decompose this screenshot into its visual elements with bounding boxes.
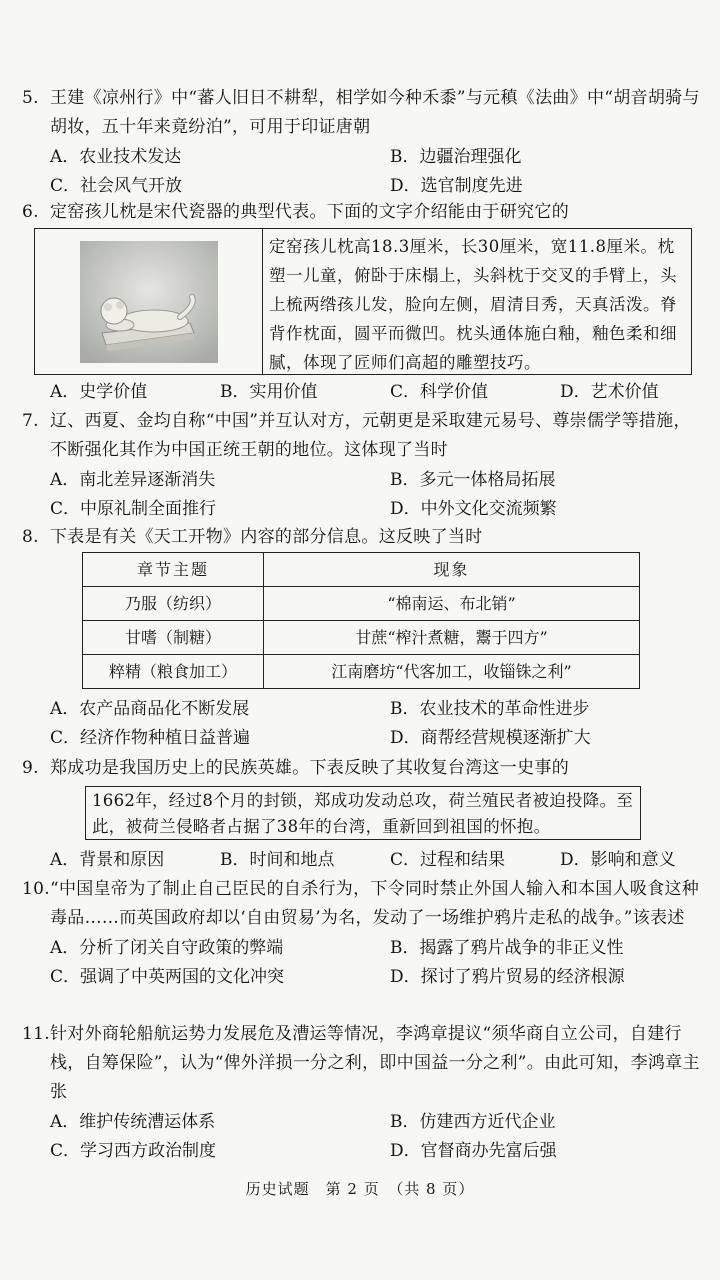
option-c[interactable]: C．强调了中英两国的文化冲突: [50, 967, 285, 987]
option-b[interactable]: B．时间和地点: [220, 850, 335, 870]
table-row: [83, 655, 640, 689]
tiangong-kaiwu-table: [82, 552, 640, 689]
question-number: 9.: [22, 758, 39, 778]
table-cell: 江南磨坊“代客加工，收锱铢之利”: [264, 655, 640, 689]
table-row: [83, 587, 640, 621]
porcelain-child-pillow-icon: [80, 241, 218, 363]
option-b[interactable]: B．实用价值: [220, 382, 318, 402]
option-d[interactable]: D．中外文化交流频繁: [390, 499, 557, 519]
option-c[interactable]: C．过程和结果: [390, 850, 506, 870]
option-b[interactable]: B．仿建西方近代企业: [390, 1112, 556, 1132]
question-10: [22, 875, 702, 992]
option-c[interactable]: C．经济作物种植日益普遍: [50, 728, 251, 748]
option-b[interactable]: B．多元一体格局拓展: [390, 470, 556, 490]
option-a[interactable]: A．农业技术发达: [50, 147, 182, 167]
option-a[interactable]: A．农产品商品化不断发展: [50, 699, 250, 719]
option-d[interactable]: D．官督商办先富后强: [390, 1141, 557, 1161]
option-d[interactable]: D．选官制度先进: [390, 176, 523, 196]
question-stem: 针对外商轮船航运势力发展危及漕运等情况，李鸿章提议“须华商自立公司，自建行栈，自筹保险”，认为“俾外洋损一分之利，即中国益一分之利”。由此可知，李鸿章主张: [50, 1024, 700, 1102]
table-header-row: [83, 553, 640, 587]
table-cell: 粹精（粮食加工）: [83, 655, 264, 689]
option-b[interactable]: B．边疆治理强化: [390, 147, 522, 167]
option-d[interactable]: D．商帮经营规模逐渐扩大: [390, 728, 591, 748]
question-8-options: [22, 695, 702, 753]
question-number: 10.: [22, 879, 50, 899]
page-footer: 历史试题 第 2 页 （共 8 页）: [245, 1180, 475, 1198]
table-header: 现象: [264, 553, 640, 587]
question-stem: 定窑孩儿枕是宋代瓷器的典型代表。下面的文字介绍能由于研究它的: [50, 202, 569, 222]
option-a[interactable]: A．维护传统漕运体系: [50, 1112, 216, 1132]
option-a[interactable]: A．背景和原因: [50, 850, 165, 870]
option-c[interactable]: C．学习西方政治制度: [50, 1141, 217, 1161]
option-d[interactable]: D．艺术价值: [560, 382, 659, 402]
option-c[interactable]: C．科学价值: [390, 382, 489, 402]
question-number: 7.: [22, 411, 39, 431]
question-number: 8.: [22, 527, 39, 547]
option-a[interactable]: A．分析了闭关自守政策的弊端: [50, 938, 284, 958]
option-d[interactable]: D．探讨了鸦片贸易的经济根源: [390, 967, 625, 987]
options: [22, 934, 702, 992]
question-stem: 下表是有关《天工开物》内容的部分信息。这反映了当时: [50, 527, 483, 547]
question-8: [22, 523, 702, 552]
question-number: 5.: [22, 88, 39, 108]
table-cell: 甘嗜（制糖）: [83, 621, 264, 655]
option-b[interactable]: B．揭露了鸦片战争的非正义性: [390, 938, 624, 958]
question-5: [22, 84, 702, 201]
question-7: [22, 407, 702, 524]
table-row: [83, 621, 640, 655]
question-6: [22, 198, 702, 227]
question-stem: 王建《凉州行》中“蕃人旧日不耕犁，相学如今种禾黍”与元稹《法曲》中“胡音胡骑与胡妆，五十年来竟纷泊”，可用于印证唐朝: [50, 88, 700, 137]
option-a[interactable]: A．南北差异逐渐消失: [50, 470, 216, 490]
question-number: 11.: [22, 1024, 50, 1044]
artifact-image-cell: [35, 229, 263, 374]
question-stem: “中国皇帝为了制止自己臣民的自杀行为，下令同时禁止外国人输入和本国人吸食这种毒品……而英国政府却以‘自由贸易’为名，发动了一场维护鸦片走私的战争。”该表述: [50, 879, 700, 928]
option-c[interactable]: C．中原礼制全面推行: [50, 499, 217, 519]
options: [22, 143, 702, 201]
option-b[interactable]: B．农业技术的革命性进步: [390, 699, 590, 719]
option-d[interactable]: D．影响和意义: [560, 850, 676, 870]
option-a[interactable]: A．史学价值: [50, 382, 148, 402]
question-number: 6.: [22, 202, 39, 222]
option-c[interactable]: C．社会风气开放: [50, 176, 183, 196]
options: [22, 1108, 702, 1166]
artifact-description: 定窑孩儿枕高18.3厘米，长30厘米，宽11.8厘米。枕塑一儿童，俯卧于床榻上，头斜枕于交叉的手臂上，头上梳两绺孩儿发，脸向左侧，眉清目秀，天真活泼。脊背作枕面，圆平而微凹。枕头通体施白釉，釉色柔和细腻，体现了匠师们高超的雕塑技巧。: [269, 237, 677, 372]
question-11: [22, 1020, 702, 1166]
table-cell: “棉南运、布北销”: [264, 587, 640, 621]
question-stem: 郑成功是我国历史上的民族英雄。下表反映了其收复台湾这一史事的: [50, 758, 569, 778]
question-9-options: [22, 846, 702, 875]
artifact-info-box: [34, 228, 692, 375]
table-header: 章节主题: [83, 553, 264, 587]
question-stem: 辽、西夏、金均自称“中国”并互认对方，元朝更是采取建元易号、尊崇儒学等措施，不断强化其作为中国正统王朝的地位。这体现了当时: [50, 411, 691, 460]
question-6-options: [22, 378, 702, 407]
table-cell: 甘蔗“榨汁煮糖，鬻于四方”: [264, 621, 640, 655]
question-9: [22, 754, 702, 783]
options: [22, 466, 702, 524]
history-event-box: 1662年，经过8个月的封锁，郑成功发动总攻，荷兰殖民者被迫投降。至此，被荷兰侵略者占据了38年的台湾，重新回到祖国的怀抱。: [85, 786, 641, 840]
table-cell: 乃服（纺织）: [83, 587, 264, 621]
